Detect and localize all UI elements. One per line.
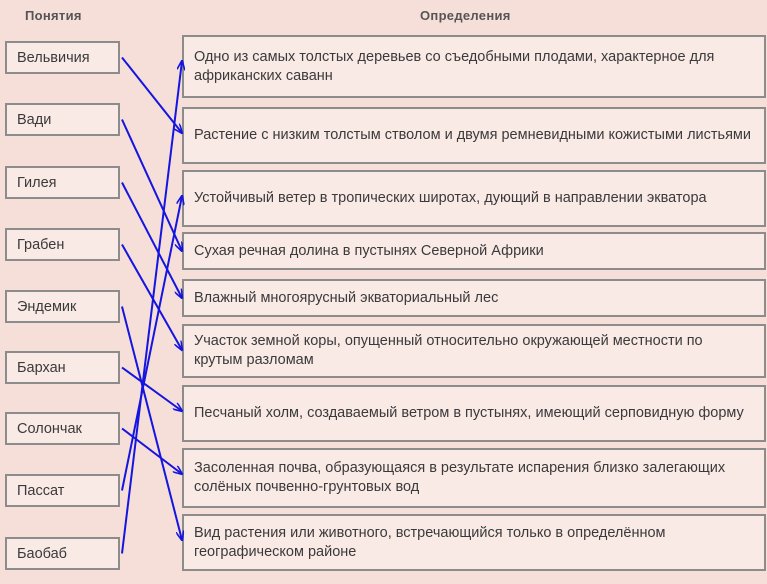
term-box[interactable]: Солончак — [5, 412, 120, 445]
definition-box[interactable] — [182, 448, 766, 508]
match-arrow-7 — [122, 429, 182, 475]
definition-box[interactable] — [182, 232, 766, 270]
definition-text: Участок земной коры, опущенный относительно окружающей местности по крутым разломам — [194, 333, 703, 368]
definition-text: Вид растения или животного, встречающийся только в определённом географическом районе — [194, 524, 666, 560]
match-arrow-3 — [122, 183, 182, 299]
term-box[interactable]: Вельвичия — [5, 41, 120, 74]
match-arrow-4 — [122, 245, 182, 351]
match-arrow-8 — [122, 196, 182, 491]
definition-box[interactable] — [182, 514, 766, 571]
term-box[interactable]: Бархан — [5, 351, 120, 384]
definition-box[interactable] — [182, 107, 766, 164]
term-box[interactable]: Грабен — [5, 228, 120, 261]
definition-text: Влажный многоярусный экваториальный лес — [194, 289, 499, 306]
term-box[interactable]: Гилея — [5, 166, 120, 199]
term-box[interactable]: Эндемик — [5, 290, 120, 323]
match-arrow-2 — [122, 120, 182, 252]
definitions-column-header: Определения — [420, 8, 511, 23]
definition-box[interactable] — [182, 170, 766, 227]
term-box[interactable]: Баобаб — [5, 537, 120, 570]
definition-box[interactable] — [182, 35, 766, 98]
match-arrow-9 — [122, 61, 182, 554]
term-box[interactable]: Вади — [5, 103, 120, 136]
definition-box[interactable] — [182, 385, 766, 442]
definition-text: Растение с низким толстым стволом и двумя ремневидными кожистыми листьями — [194, 127, 751, 143]
definition-box[interactable] — [182, 324, 766, 378]
definition-text: Устойчивый ветер в тропических широтах, дующий в направлении экватора — [194, 190, 707, 206]
match-arrow-5 — [122, 307, 182, 541]
term-box[interactable]: Пассат — [5, 474, 120, 507]
definition-text: Одно из самых толстых деревьев со съедобными плодами, характерное для африканских саванн — [194, 48, 715, 84]
definition-text: Песчаный холм, создаваемый ветром в пустынях, имеющий серповидную форму — [194, 405, 744, 421]
definition-text: Сухая речная долина в пустынях Северной Африки — [194, 242, 544, 259]
match-arrow-6 — [122, 368, 182, 412]
definition-box[interactable] — [182, 279, 766, 317]
definition-text: Засоленная почва, образующаяся в результате испарения близко залегающих солёных почвенно-грунтовых вод — [194, 460, 726, 495]
terms-column-header: Понятия — [25, 8, 82, 23]
match-arrow-1 — [122, 58, 182, 134]
